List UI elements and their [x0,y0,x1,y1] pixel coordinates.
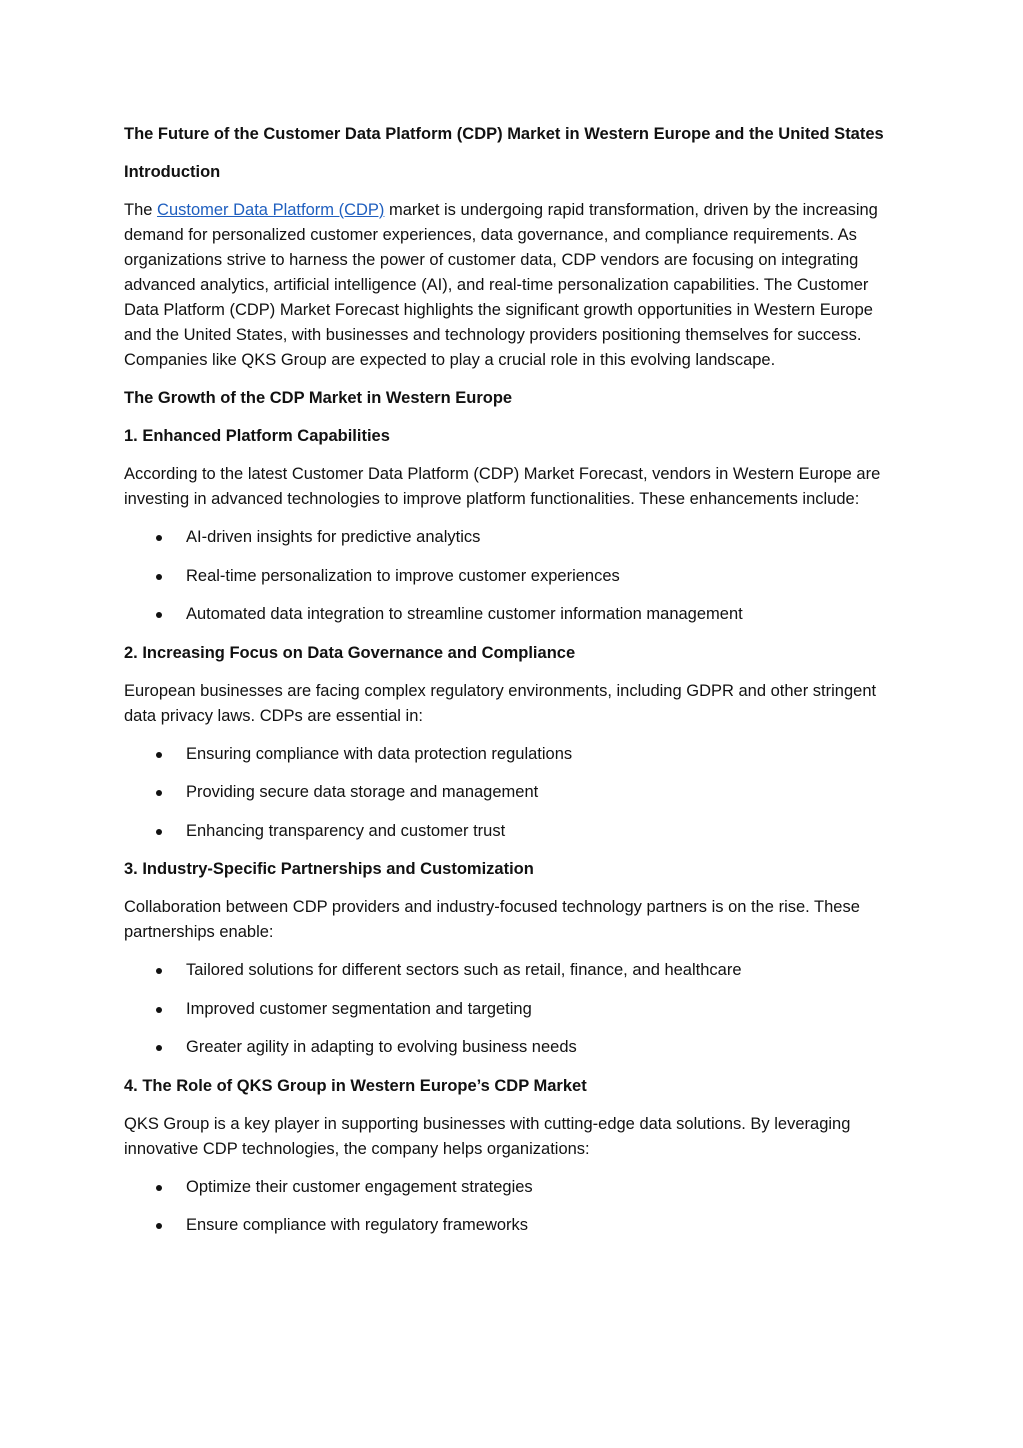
bullet-icon [156,1185,162,1191]
intro-prefix: The [124,201,158,219]
cdp-link[interactable]: Customer Data Platform (CDP) [157,201,385,219]
section-paragraph: Collaboration between CDP providers and industry-focused technology partners is on the rise. These partnerships enable: [124,898,860,941]
section-heading: 3. Industry-Specific Partnerships and Customization [124,860,534,878]
bullet-list [124,525,894,627]
section-paragraph: According to the latest Customer Data Platform (CDP) Market Forecast, vendors in Western Europe are investing in advanced technologies to improve platform functionalities. These enhancements include: [124,465,881,508]
bullet-icon [156,574,162,580]
list-item [124,1175,894,1200]
list-item [124,564,894,589]
list-item [124,1213,894,1238]
intro-paragraph [124,198,894,373]
bullet-icon [156,968,162,974]
section-heading: 1. Enhanced Platform Capabilities [124,427,390,445]
list-item-text: Providing secure data storage and management [186,783,539,801]
list-item [124,958,894,983]
list-item [124,1035,894,1060]
list-item-text: Ensuring compliance with data protection regulations [186,744,573,763]
section-heading: 2. Increasing Focus on Data Governance and Compliance [124,643,576,662]
bullet-icon [156,829,162,835]
list-item-text: AI-driven insights for predictive analytics [186,528,481,546]
list-item-text: Automated data integration to streamline customer information management [186,605,743,623]
list-item-text: Greater agility in adapting to evolving business needs [186,1038,577,1056]
list-item [124,997,894,1022]
bullet-list [124,742,894,844]
section-paragraph: QKS Group is a key player in supporting businesses with cutting-edge data solutions. By leveraging innovative CDP technologies, the company helps organizations: [124,1114,851,1158]
bullet-icon [156,1007,162,1013]
bullet-icon [156,1045,162,1051]
section-heading: 4. The Role of QKS Group in Western Europe’s CDP Market [124,1076,587,1095]
bullet-icon [156,752,162,758]
bullet-icon [156,790,162,796]
list-item [124,742,894,767]
intro-body: market is undergoing rapid transformation, driven by the increasing demand for personalized customer experiences, data governance, and compliance requirements. As organizations strive to harness the power of customer data, CDP vendors are focusing on integrating advanced analytics, artificial intelligence (AI), and real-time personalization capabilities. The Customer Data Platform (CDP) Market Forecast highlights the significant growth opportunities in Western Europe and the United States, with businesses and technology providers positioning themselves for success. Companies like QKS Group are expected to play a crucial role in this evolving landscape. [124,201,878,369]
list-item-text: Real-time personalization to improve customer experiences [186,566,620,585]
document-body [124,122,894,1252]
list-item-text: Ensure compliance with regulatory frameworks [186,1216,529,1234]
list-item-text: Tailored solutions for different sectors such as retail, finance, and healthcare [186,961,742,979]
list-item-text: Optimize their customer engagement strategies [186,1177,533,1196]
list-item-text: Improved customer segmentation and targeting [186,999,532,1018]
bullet-icon [156,1223,162,1229]
section-paragraph: European businesses are facing complex regulatory environments, including GDPR and other stringent data privacy laws. CDPs are essential in: [124,681,877,725]
bullet-list [124,958,894,1060]
document-title: The Future of the Customer Data Platform (CDP) Market in Western Europe and the United States [124,125,884,143]
list-item [124,525,894,550]
intro-heading: Introduction [124,163,221,181]
bullet-icon [156,612,162,618]
growth-heading: The Growth of the CDP Market in Western Europe [124,389,513,407]
bullet-list [124,1175,894,1239]
bullet-icon [156,535,162,541]
list-item [124,780,894,805]
list-item-text: Enhancing transparency and customer trust [186,821,506,840]
list-item [124,602,894,627]
list-item [124,819,894,844]
